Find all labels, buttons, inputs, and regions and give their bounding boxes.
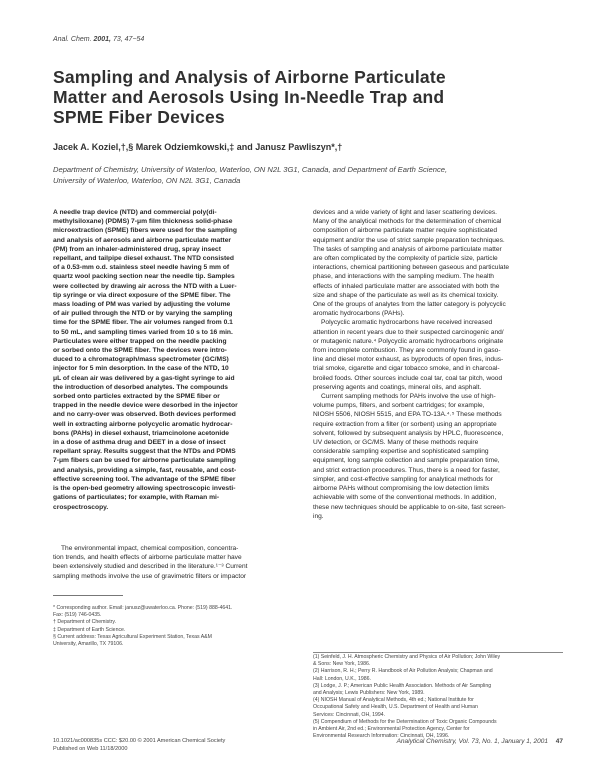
right-col-line: The tasks of sampling and analysis of airborne particulate matter	[313, 245, 502, 253]
reference-line: (1) Seinfeld, J. H. Atmospheric Chemistry and Physics of Air Pollution; John Wiley	[313, 654, 501, 660]
abstract-line: time for the SPME fiber. The air volumes ranged from 0.1	[53, 319, 233, 327]
intro-line: tion trends, and health effects of airborne particulate matter have	[53, 554, 242, 562]
right-col-line: devices and a wide variety of light and laser scattering devices.	[313, 209, 497, 216]
right-col-line: are often complicated by the complexity of particle size, particle	[313, 255, 498, 263]
journal-name: Anal. Chem.	[53, 36, 92, 43]
reference-line: (5) Compendium of Methods for the Determination of Toxic Organic Compounds	[313, 718, 497, 725]
footnote-line: ‡ Department of Earth Science.	[53, 626, 126, 633]
right-col-line: considerable sampling expertise and sophisticated sampling	[313, 448, 489, 456]
abstract	[53, 208, 293, 512]
right-col-line: preserving agents and coatings, mineral oils, and asphalt.	[313, 383, 482, 391]
abstract-line: were collected by drawing air across the NTD with a Luer-	[53, 282, 237, 290]
abstract-line: 7-μm fibers can be used for airborne particulate sampling	[53, 457, 236, 465]
footnote-divider	[53, 595, 123, 596]
abstract-line: sorbed onto particles extracted by the SPME fiber or	[53, 393, 220, 401]
references-divider	[313, 652, 563, 653]
abstract-line: and analysis, providing a simple, fast, reusable, and cost-	[53, 466, 237, 474]
right-col-line: broiled foods. Other sources include coal tar, coal tar pitch, wood	[313, 374, 503, 382]
right-col-line: interactions, chemical partitioning between gaseous and particulate	[313, 264, 510, 272]
abstract-line: repellant, and tailpipe diesel exhaust. The NTD consisted	[53, 255, 234, 263]
reference-line: Hall: London, U.K., 1986.	[313, 675, 371, 682]
doi-line: 10.1021/ac000835s CCC: $20.00 © 2001 American Chemical Society	[53, 738, 226, 744]
footer-publication-info	[53, 738, 225, 753]
abstract-line: gations of particulates; for example, with Raman mi-	[53, 494, 220, 502]
abstract-line: injector for 5 min desorption. In the case of the NTD, 10	[53, 365, 229, 373]
reference-line: Services: Cincinnati, OH, 1994.	[313, 711, 386, 718]
abstract-line: to 50 mL, and sampling times varied from 10 s to 16 min.	[53, 328, 233, 336]
footnote-line: † Department of Chemistry.	[53, 619, 117, 626]
abstract-line: and no carry-over was observed. Both devices performed	[53, 411, 236, 419]
right-col-line: One of the groups of analytes from the latter category is polycyclic	[313, 301, 506, 309]
abstract-line: of a 0.53-mm o.d. stainless steel needle having 5 mm of	[53, 264, 230, 272]
footer-journal-line: Analytical Chemistry, Vol. 73, No. 1, January 1, 2001	[396, 738, 548, 745]
affiliation-line: Department of Chemistry, University of Waterloo, Waterloo, ON N2L 3G1, Canada, and Department of Earth Science,	[53, 165, 448, 174]
footnote-line: Fax: (519) 746-0435.	[53, 612, 102, 619]
footnote-line: § Current address: Texas Agricultural Experiment Station, Texas A&M	[53, 633, 212, 640]
abstract-line: repellant spray. Results suggest that the NTDs and PDMS	[53, 448, 236, 456]
page-number: 47	[555, 738, 563, 745]
right-col-line: NIOSH 5506, NIOSH 5515, and EPA TO-13A.⁴˒⁵ These methods	[313, 411, 502, 419]
abstract-line: Particulates were either trapped on the needle packing	[53, 337, 227, 345]
right-col-line: Many of the analytical methods for the determination of chemical	[313, 218, 502, 226]
affiliation	[53, 165, 563, 186]
title-line: Sampling and Analysis of Airborne Particulate	[53, 67, 446, 87]
right-col-line: achievable with some of the conventional methods. In addition,	[313, 494, 497, 502]
reference-line: and Analysis; Lewis Publishers: New York, 1989.	[313, 690, 425, 697]
author-list: Jacek A. Koziel,†,§ Marek Odziemkowski,‡ and Janusz Pawliszyn*,†	[53, 142, 343, 152]
footer-journal-info	[397, 738, 563, 745]
reference-line: Environmental Research Information: Cincinnati, OH, 1996.	[313, 733, 450, 740]
intro-line: The environmental impact, chemical composition, concentra-	[61, 545, 239, 552]
right-col-line: these new techniques should be applicable to on-site, fast screen-	[313, 503, 506, 511]
abstract-line: quartz wool packing section near the needle tip. Samples	[53, 273, 235, 281]
abstract-line: trapped in the needle device were desorbed in the injector	[53, 402, 238, 410]
reference-list	[313, 654, 563, 740]
abstract-line: (PM) from an inhaler-administered drug, spray insect	[53, 245, 221, 253]
body-text-right-column	[313, 208, 553, 521]
abstract-line: effective screening tool. The advantage of the SPME fiber	[53, 475, 236, 483]
right-col-line: require extraction from a filter (or sorbent) using an appropriate	[313, 420, 497, 428]
published-date-line: Published on Web 11/18/2000	[53, 745, 128, 752]
journal-year: 2001,	[93, 36, 112, 43]
right-col-line: airborne PAHs without compromising the low detection limits	[313, 485, 490, 493]
abstract-line: well in extracting airborne polycyclic aromatic hydrocar-	[53, 420, 233, 428]
abstract-line: A needle trap device (NTD) and commercial poly(di-	[53, 209, 217, 216]
right-col-line: and strict extraction procedures. Thus, there is a need for faster,	[313, 466, 500, 474]
title-line: Matter and Aerosols Using In-Needle Trap and	[53, 87, 445, 107]
right-col-line: volume pumps, filters, and sorbent cartridges; for example,	[313, 402, 485, 410]
right-col-line: Current sampling methods for PAHs involve the use of high-	[321, 393, 496, 401]
abstract-line: in a dose of asthma drug and DEET in a dose of insect	[53, 439, 226, 447]
right-col-line: effects of inhaled particulate matter are associated with both the	[313, 282, 500, 290]
right-col-line: attention in recent years due to their suspected carcinogenic and/	[313, 328, 504, 336]
right-col-line: equipment, long sample collection and sample preparation time,	[313, 457, 500, 465]
right-col-line: from incomplete combustion. They are commonly found in gaso-	[313, 347, 501, 355]
footnote-line: University, Amarillo, TX 79106.	[53, 641, 124, 648]
abstract-line: of air pulled through the NTD or by varying the sampling	[53, 310, 233, 318]
right-col-line: solvent, followed by subsequent analysis by HPLC, fluorescence,	[313, 429, 504, 437]
right-col-line: aromatic hydrocarbons (PAHs).	[313, 310, 405, 318]
right-col-line: simpler, and cost-effective sampling for analytical methods for	[313, 475, 493, 483]
journal-pages: 47−54	[124, 36, 145, 43]
right-col-line: equipment and/or the use of strict sample preparation techniques.	[313, 236, 505, 244]
right-col-line: trial smoke, cigarette and cigar tobacco smoke, and in charcoal-	[313, 365, 500, 373]
article-title	[53, 67, 563, 127]
abstract-line: microextraction (SPME) fibers were used for the sampling	[53, 227, 237, 235]
reference-line: (2) Harrison, R. H.; Perry R. Handbook of Air Pollution Analysis; Chapman and	[313, 668, 493, 675]
reference-line: (4) NIOSH Manual of Analytical Methods, 4th ed.; National Institute for	[313, 697, 474, 704]
introduction-paragraph	[53, 544, 293, 581]
intro-line: been extensively studied and described in the literature.¹⁻³ Current	[53, 563, 248, 571]
right-col-line: Polycyclic aromatic hydrocarbons have received increased	[321, 319, 493, 327]
footnote-line: * Corresponding author. Email: janusz@uwaterloo.ca. Phone: (519) 888-4641.	[53, 605, 233, 611]
right-col-line: composition of airborne particulate matter require sophisticated	[313, 227, 497, 235]
abstract-line: mass loading of PM was varied by adjusting the volume	[53, 301, 231, 309]
reference-line: & Sons: New York, 1986.	[313, 661, 371, 668]
footnotes	[53, 605, 293, 648]
right-col-line: or mutagenic nature.⁴ Polycyclic aromatic hydrocarbons originate	[313, 337, 504, 345]
abstract-line: duced to a chromatograph/mass spectrometer (GC/MS)	[53, 356, 229, 364]
journal-citation	[53, 36, 144, 43]
abstract-line: or sorbed onto the SPME fiber. The devices were intro-	[53, 347, 227, 355]
right-col-line: ing.	[313, 512, 324, 520]
right-col-line: size and shape of the particulate as well as its chemical toxicity.	[313, 291, 499, 299]
right-col-line: UV detection, or GC/MS. Many of these methods require	[313, 439, 479, 447]
abstract-line: methylsiloxane) (PDMS) 7-μm film thickness solid-phase	[53, 218, 233, 226]
abstract-line: is the open-bed geometry allowing spectroscopic investi-	[53, 485, 236, 493]
abstract-line: crospectroscopy.	[53, 503, 109, 511]
reference-line: in Ambient Air, 2nd ed.; Environmental Protection Agency, Center for	[313, 726, 470, 733]
abstract-line: the introduction of desorbed analytes. The compounds	[53, 383, 229, 391]
abstract-line: bons (PAHs) in diesel exhaust, triamcinolone acetonide	[53, 429, 230, 437]
abstract-line: tip syringe or via direct exposure of the SPME fiber. The	[53, 291, 231, 299]
abstract-line: μL of clean air was delivered by a gas-tight syringe to aid	[53, 374, 235, 382]
affiliation-line: University of Waterloo, Waterloo, ON N2L 3G1, Canada	[53, 175, 241, 185]
reference-line: Occupational Safety and Health, U.S. Department of Health and Human	[313, 704, 478, 711]
intro-line: sampling methods involve the use of gravimetric filters or impactor	[53, 572, 247, 580]
journal-volume: 73,	[112, 36, 123, 43]
reference-line: (3) Lodge, J. P.; American Public Health Association. Methods of Air Sampling	[313, 682, 492, 689]
right-col-line: phase, and interactions with the sampling medium. The health	[313, 273, 494, 281]
abstract-line: and analysis of aerosols and airborne particulate matter	[53, 236, 232, 244]
title-line: SPME Fiber Devices	[53, 107, 225, 127]
right-col-line: line and diesel motor exhaust, as byproducts of open fires, indus-	[313, 356, 504, 364]
